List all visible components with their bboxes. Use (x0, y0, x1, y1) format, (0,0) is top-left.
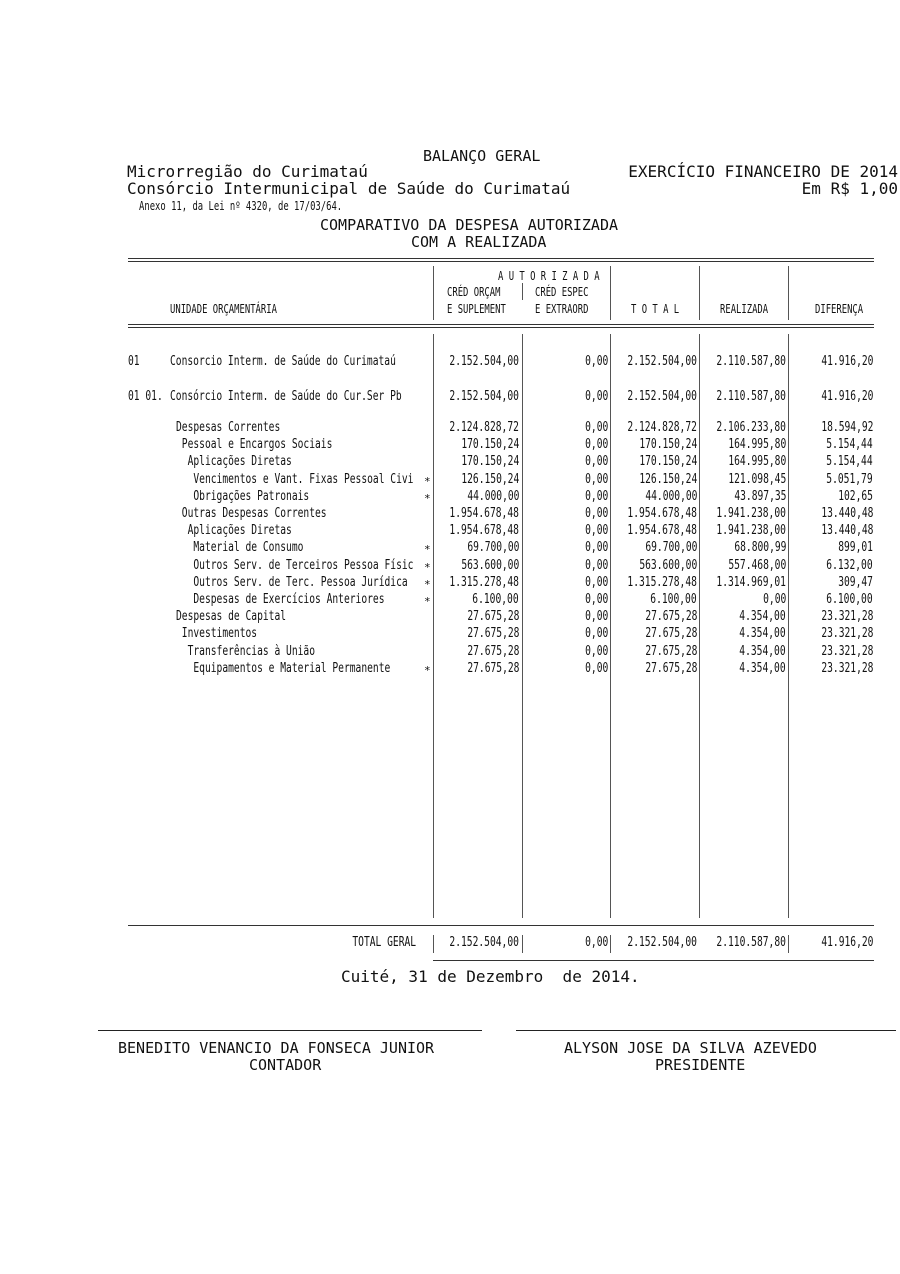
detail-orcam: 27.675,28 (466, 660, 519, 676)
detail-label: Despesas de Exercícios Anteriores (176, 592, 385, 607)
detail-total: 2.124.828,72 (627, 420, 697, 435)
total-divider-e (788, 935, 789, 953)
detail-label: Despesas Correntes (176, 420, 281, 435)
detail-star-marker: * (424, 491, 431, 505)
detail-diferenca: 6.132,00 (826, 557, 873, 573)
report-subtitle-2: COM A REALIZADA (411, 233, 547, 251)
detail-total: 170.150,24 (639, 437, 697, 453)
detail-label: Despesas de Capital (176, 609, 287, 625)
detail-espec: 0,00 (584, 643, 608, 659)
detail-orcam: 1.315.278,48 (449, 574, 519, 590)
detail-realizada: 4.354,00 (739, 626, 786, 642)
unit-realizada: 2.110.587,80 (716, 354, 786, 369)
unit-diferenca: 41.916,20 (820, 354, 873, 369)
entity-name: Consórcio Intermunicipal de Saúde do Curimataú (127, 179, 571, 198)
law-reference: Anexo 11, da Lei nº 4320, de 17/03/64. (139, 199, 343, 213)
total-divider-c (610, 935, 611, 953)
detail-label: Aplicações Diretas (176, 523, 292, 539)
signature-line-2 (516, 1030, 896, 1031)
detail-realizada: 4.354,00 (739, 660, 786, 676)
detail-orcam: 27.675,28 (466, 643, 519, 659)
detail-star-marker: * (424, 474, 431, 488)
detail-realizada: 1.941.238,00 (716, 523, 786, 539)
detail-label: Pessoal e Encargos Sociais (176, 437, 333, 453)
currency-unit: Em R$ 1,00 (801, 179, 898, 198)
detail-total: 69.700,00 (644, 540, 697, 556)
region-name: Microrregião do Curimataú (127, 162, 368, 181)
detail-realizada: 557.468,00 (728, 557, 786, 573)
detail-espec: 0,00 (584, 660, 608, 676)
detail-espec: 0,00 (584, 592, 608, 607)
detail-espec: 0,00 (584, 488, 608, 504)
detail-label: Material de Consumo (176, 540, 304, 556)
detail-orcam: 170.150,24 (461, 454, 519, 470)
table-bottom-rule (128, 925, 874, 926)
detail-espec: 0,00 (584, 609, 608, 625)
detail-orcam: 126.150,24 (461, 471, 519, 487)
detail-espec: 0,00 (584, 471, 608, 487)
col-header-cred-orcam-2: E SUPLEMENT (447, 302, 506, 316)
detail-star-marker: * (424, 577, 431, 591)
signatory-1-role: CONTADOR (249, 1056, 322, 1074)
detail-diferenca: 309,47 (838, 574, 873, 590)
detail-label: Outras Despesas Correntes (176, 506, 327, 521)
unit-espec: 0,00 (584, 389, 608, 404)
table-top-rule-2 (128, 261, 874, 262)
detail-label: Transferências à União (176, 643, 316, 659)
detail-star-marker: * (424, 543, 431, 557)
detail-espec: 0,00 (584, 506, 608, 521)
detail-orcam: 27.675,28 (466, 609, 519, 625)
detail-orcam: 44.000,00 (466, 488, 519, 504)
col-header-cred-espec-2: E EXTRAORD (535, 302, 589, 316)
col-line-d (699, 334, 700, 918)
detail-orcam: 6.100,00 (472, 592, 519, 607)
detail-diferenca: 13.440,48 (820, 523, 873, 539)
detail-espec: 0,00 (584, 574, 608, 590)
detail-total: 170.150,24 (639, 454, 697, 470)
detail-label: Obrigações Patronais (176, 488, 310, 504)
total-label: TOTAL GERAL (352, 935, 416, 950)
unit-name: Consorcio Interm. de Saúde do Curimataú (170, 354, 396, 369)
detail-label: Outros Serv. de Terceiros Pessoa Físic (176, 557, 414, 573)
detail-espec: 0,00 (584, 540, 608, 556)
detail-total: 563.600,00 (639, 557, 697, 573)
table-header-rule-2 (128, 327, 874, 328)
col-header-diferenca: DIFERENÇA (815, 302, 864, 316)
detail-realizada: 1.314.969,01 (716, 574, 786, 590)
detail-realizada: 164.995,80 (728, 454, 786, 470)
detail-diferenca: 899,01 (838, 540, 873, 556)
unit-name: Consórcio Interm. de Saúde do Cur.Ser Pb (170, 389, 402, 404)
detail-realizada: 4.354,00 (739, 609, 786, 625)
col-header-autorizada: A U T O R I Z A D A (498, 269, 600, 283)
col-header-total: T O T A L (631, 302, 680, 316)
signatory-1-name: BENEDITO VENANCIO DA FONSECA JUNIOR (118, 1039, 435, 1057)
unit-orcam: 2.152.504,00 (449, 389, 519, 404)
detail-diferenca: 13.440,48 (820, 506, 873, 521)
col-line-e (788, 334, 789, 918)
detail-diferenca: 23.321,28 (820, 609, 873, 625)
detail-diferenca: 5.154,44 (826, 454, 873, 470)
unit-code: 01 (128, 354, 140, 369)
detail-espec: 0,00 (584, 420, 608, 435)
detail-realizada: 68.800,99 (733, 540, 786, 556)
detail-realizada: 43.897,35 (733, 488, 786, 504)
detail-diferenca: 23.321,28 (820, 643, 873, 659)
col-header-unidade: UNIDADE ORÇAMENTÁRIA (170, 302, 277, 316)
unit-orcam: 2.152.504,00 (449, 354, 519, 369)
detail-orcam: 170.150,24 (461, 437, 519, 453)
detail-total: 1.315.278,48 (627, 574, 697, 590)
total-orcam: 2.152.504,00 (449, 935, 519, 950)
detail-espec: 0,00 (584, 454, 608, 470)
detail-orcam: 563.600,00 (461, 557, 519, 573)
detail-label: Investimentos (176, 626, 258, 642)
detail-realizada: 121.098,45 (728, 471, 786, 487)
table-header-rule (128, 324, 874, 325)
detail-orcam: 1.954.678,48 (449, 506, 519, 521)
report-title: BALANÇO GERAL (423, 147, 541, 165)
detail-realizada: 0,00 (762, 592, 786, 607)
detail-total: 6.100,00 (650, 592, 697, 607)
detail-realizada: 4.354,00 (739, 643, 786, 659)
total-espec: 0,00 (584, 935, 608, 950)
detail-diferenca: 5.154,44 (826, 437, 873, 453)
col-divider-autorizada (522, 283, 523, 300)
detail-espec: 0,00 (584, 626, 608, 642)
unit-code: 01 01. (128, 389, 163, 404)
col-header-cred-espec-1: CRÉD ESPEC (535, 285, 589, 299)
col-header-realizada: REALIZADA (720, 302, 769, 316)
detail-orcam: 1.954.678,48 (449, 523, 519, 539)
detail-realizada: 1.941.238,00 (716, 506, 786, 521)
unit-realizada: 2.110.587,80 (716, 389, 786, 404)
detail-total: 126.150,24 (639, 471, 697, 487)
detail-star-marker: * (424, 663, 431, 677)
detail-espec: 0,00 (584, 523, 608, 539)
detail-orcam: 2.124.828,72 (449, 420, 519, 435)
total-divider-b (522, 935, 523, 953)
detail-total: 44.000,00 (644, 488, 697, 504)
detail-diferenca: 102,65 (838, 488, 873, 504)
unit-diferenca: 41.916,20 (820, 389, 873, 404)
col-line-a-head (433, 266, 434, 320)
detail-total: 27.675,28 (644, 660, 697, 676)
unit-total: 2.152.504,00 (627, 354, 697, 369)
col-line-c (610, 334, 611, 918)
col-line-e-head (788, 266, 789, 320)
detail-realizada: 2.106.233,80 (716, 420, 786, 435)
detail-label: Outros Serv. de Terc. Pessoa Jurídica (176, 574, 408, 590)
detail-diferenca: 6.100,00 (826, 592, 873, 607)
table-top-rule (128, 258, 874, 259)
signatory-2-name: ALYSON JOSE DA SILVA AZEVEDO (564, 1039, 817, 1057)
col-line-b (522, 334, 523, 918)
total-divider-a (433, 935, 434, 953)
signature-line-1 (98, 1030, 482, 1031)
total-underline (433, 960, 874, 961)
signatory-2-role: PRESIDENTE (655, 1056, 746, 1074)
detail-star-marker: * (424, 560, 431, 574)
detail-total: 1.954.678,48 (627, 506, 697, 521)
detail-total: 27.675,28 (644, 643, 697, 659)
detail-diferenca: 18.594,92 (820, 420, 873, 435)
col-line-c-head (610, 266, 611, 320)
detail-total: 27.675,28 (644, 609, 697, 625)
detail-label: Aplicações Diretas (176, 454, 292, 470)
detail-realizada: 164.995,80 (728, 437, 786, 453)
detail-diferenca: 23.321,28 (820, 660, 873, 676)
detail-label: Equipamentos e Material Permanente (176, 660, 391, 676)
detail-label: Vencimentos e Vant. Fixas Pessoal Civi (176, 471, 414, 487)
unit-espec: 0,00 (584, 354, 608, 369)
detail-diferenca: 5.051,79 (826, 471, 873, 487)
col-header-cred-orcam-1: CRÉD ORÇAM (447, 285, 501, 299)
total-total: 2.152.504,00 (627, 935, 697, 950)
detail-total: 27.675,28 (644, 626, 697, 642)
detail-diferenca: 23.321,28 (820, 626, 873, 642)
col-line-a (433, 334, 434, 918)
place-date: Cuité, 31 de Dezembro de 2014. (341, 967, 640, 986)
total-diferenca: 41.916,20 (820, 935, 873, 950)
detail-orcam: 27.675,28 (466, 626, 519, 642)
col-line-d-head (699, 266, 700, 320)
detail-total: 1.954.678,48 (627, 523, 697, 539)
exercise-year: EXERCÍCIO FINANCEIRO DE 2014 (628, 162, 898, 181)
detail-orcam: 69.700,00 (466, 540, 519, 556)
detail-espec: 0,00 (584, 437, 608, 453)
detail-star-marker: * (424, 595, 431, 608)
detail-espec: 0,00 (584, 557, 608, 573)
unit-total: 2.152.504,00 (627, 389, 697, 404)
report-subtitle-1: COMPARATIVO DA DESPESA AUTORIZADA (320, 216, 619, 234)
total-realizada: 2.110.587,80 (716, 935, 786, 950)
